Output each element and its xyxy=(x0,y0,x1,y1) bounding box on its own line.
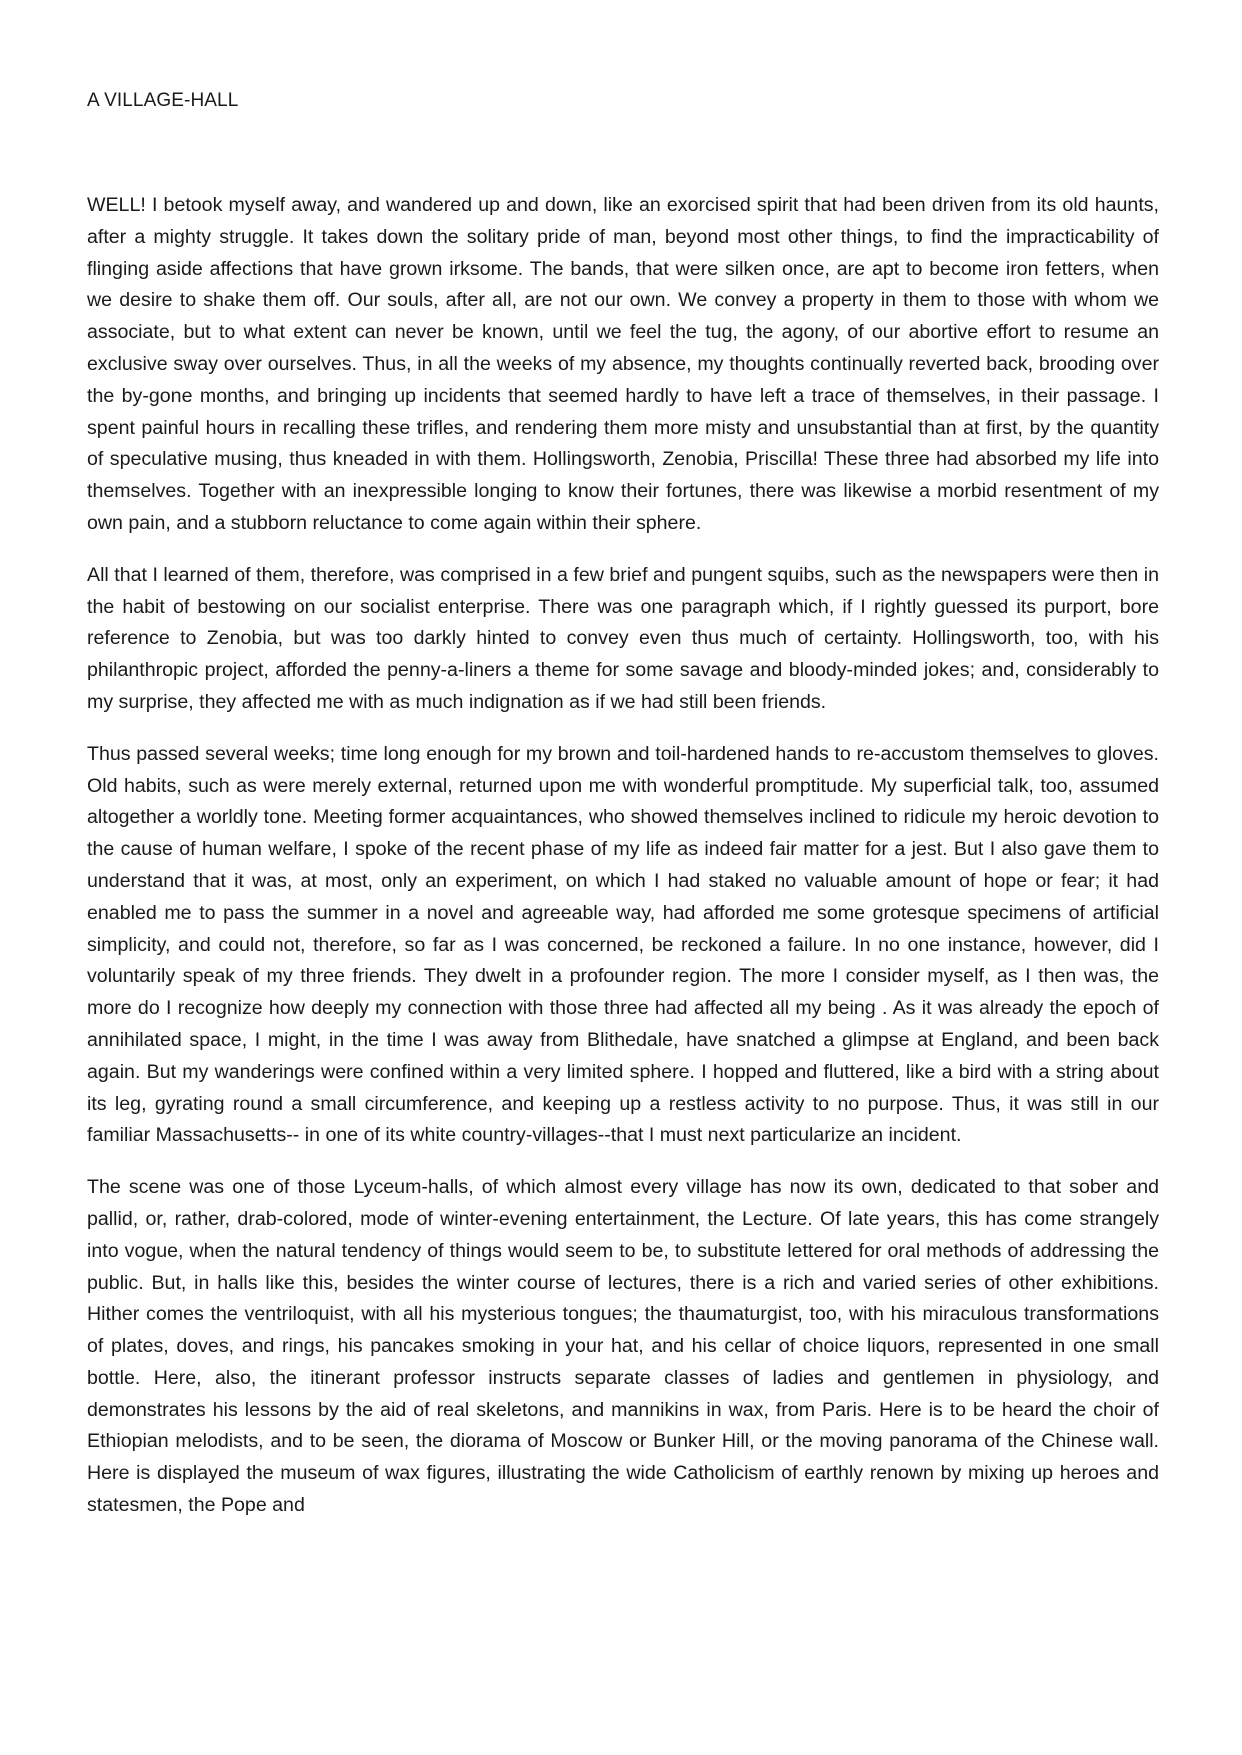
chapter-title: A VILLAGE-HALL xyxy=(87,90,239,111)
document-page xyxy=(87,86,1159,1542)
chapter-body xyxy=(87,190,1159,1522)
paragraph-3: Thus passed several weeks; time long enough for my brown and toil-hardened hands to re-accustom themselves to gloves. Old habits, such as were merely external, returned upon me with wonderful promptitude. My superficial talk, too, assumed altogether a worldly tone. Meeting former acquaintances, who showed themselves inclined to ridicule my heroic devotion to the cause of human welfare, I spoke of the recent phase of my life as indeed fair matter for a jest. But I also gave them to understand that it was, at most, only an experiment, on which I had staked no valuable amount of hope or fear; it had enabled me to pass the summer in a novel and agreeable way, had afforded me some grotesque specimens of artificial simplicity, and could not, therefore, so far as I was concerned, be reckoned a failure. In no one instance, however, did I voluntarily speak of my three friends. They dwelt in a profounder region. The more I consider myself, as I then was, the more do I recognize how deeply my connection with those three had affected all my being . As it was already the epoch of annihilated space, I might, in the time I was away from Blithedale, have snatched a glimpse at England, and been back again. But my wanderings were confined within a very limited sphere. I hopped and fluttered, like a bird with a string about its leg, gyrating round a small circumference, and keeping up a restless activity to no purpose. Thus, it was still in our familiar Massachusetts-- in one of its white country-villages--that I must next particularize an incident. xyxy=(87,742,1159,1147)
paragraph-2: All that I learned of them, therefore, was comprised in a few brief and pungent squibs, such as the newspapers were then in the habit of bestowing on our socialist enterprise. There was one paragraph which, if I rightly guessed its purport, bore reference to Zenobia, but was too darkly hinted to convey even thus much of certainty. Hollingsworth, too, with his philanthropic project, afforded the penny-a-liners a theme for some savage and bloody-minded jokes; and, considerably to my surprise, they affected me with as much indignation as if we had still been friends. xyxy=(87,563,1159,713)
paragraph-4: The scene was one of those Lyceum-halls, of which almost every village has now its own, dedicated to that sober and pallid, or, rather, drab-colored, mode of winter-evening entertainment, the Lecture. Of late years, this has come strangely into vogue, when the natural tendency of things would seem to be, to substitute lettered for oral methods of addressing the public. But, in halls like this, besides the winter course of lectures, there is a rich and varied series of other exhibitions. Hither comes the ventriloquist, with all his mysterious tongues; the thaumaturgist, too, with his miraculous transformations of plates, doves, and rings, his pancakes smoking in your hat, and his cellar of choice liquors, represented in one small bottle. Here, also, the itinerant professor instructs separate classes of ladies and gentlemen in physiology, and demonstrates his lessons by the aid of real skeletons, and mannikins in wax, from Paris. Here is to be heard the choir of Ethiopian melodists, and to be seen, the diorama of Moscow or Bunker Hill, or the moving panorama of the Chinese wall. Here is displayed the museum of wax figures, illustrating the wide Catholicism of earthly renown by mixing up heroes and statesmen, the Pope and xyxy=(87,1176,1159,1517)
paragraph-1: WELL! I betook myself away, and wandered up and down, like an exorcised spirit that had been driven from its old haunts, after a mighty struggle. It takes down the solitary pride of man, beyond most other things, to find the impracticability of flinging aside affections that have grown irksome. The bands, that were silken once, are apt to become iron fetters, when we desire to shake them off. Our souls, after all, are not our own. We convey a property in them to those with whom we associate, but to what extent can never be known, until we feel the tug, the agony, of our abortive effort to resume an exclusive sway over ourselves. Thus, in all the weeks of my absence, my thoughts continually reverted back, brooding over the by-gone months, and bringing up incidents that seemed hardly to have left a trace of themselves, in their passage. I spent painful hours in recalling these trifles, and rendering them more misty and unsubstantial than at first, by the quantity of speculative musing, thus kneaded in with them. Hollingsworth, Zenobia, Priscilla! These three had absorbed my life into themselves. Together with an inexpressible longing to know their fortunes, there was likewise a morbid resentment of my own pain, and a stubborn reluctance to come again within their sphere. xyxy=(87,194,1159,534)
